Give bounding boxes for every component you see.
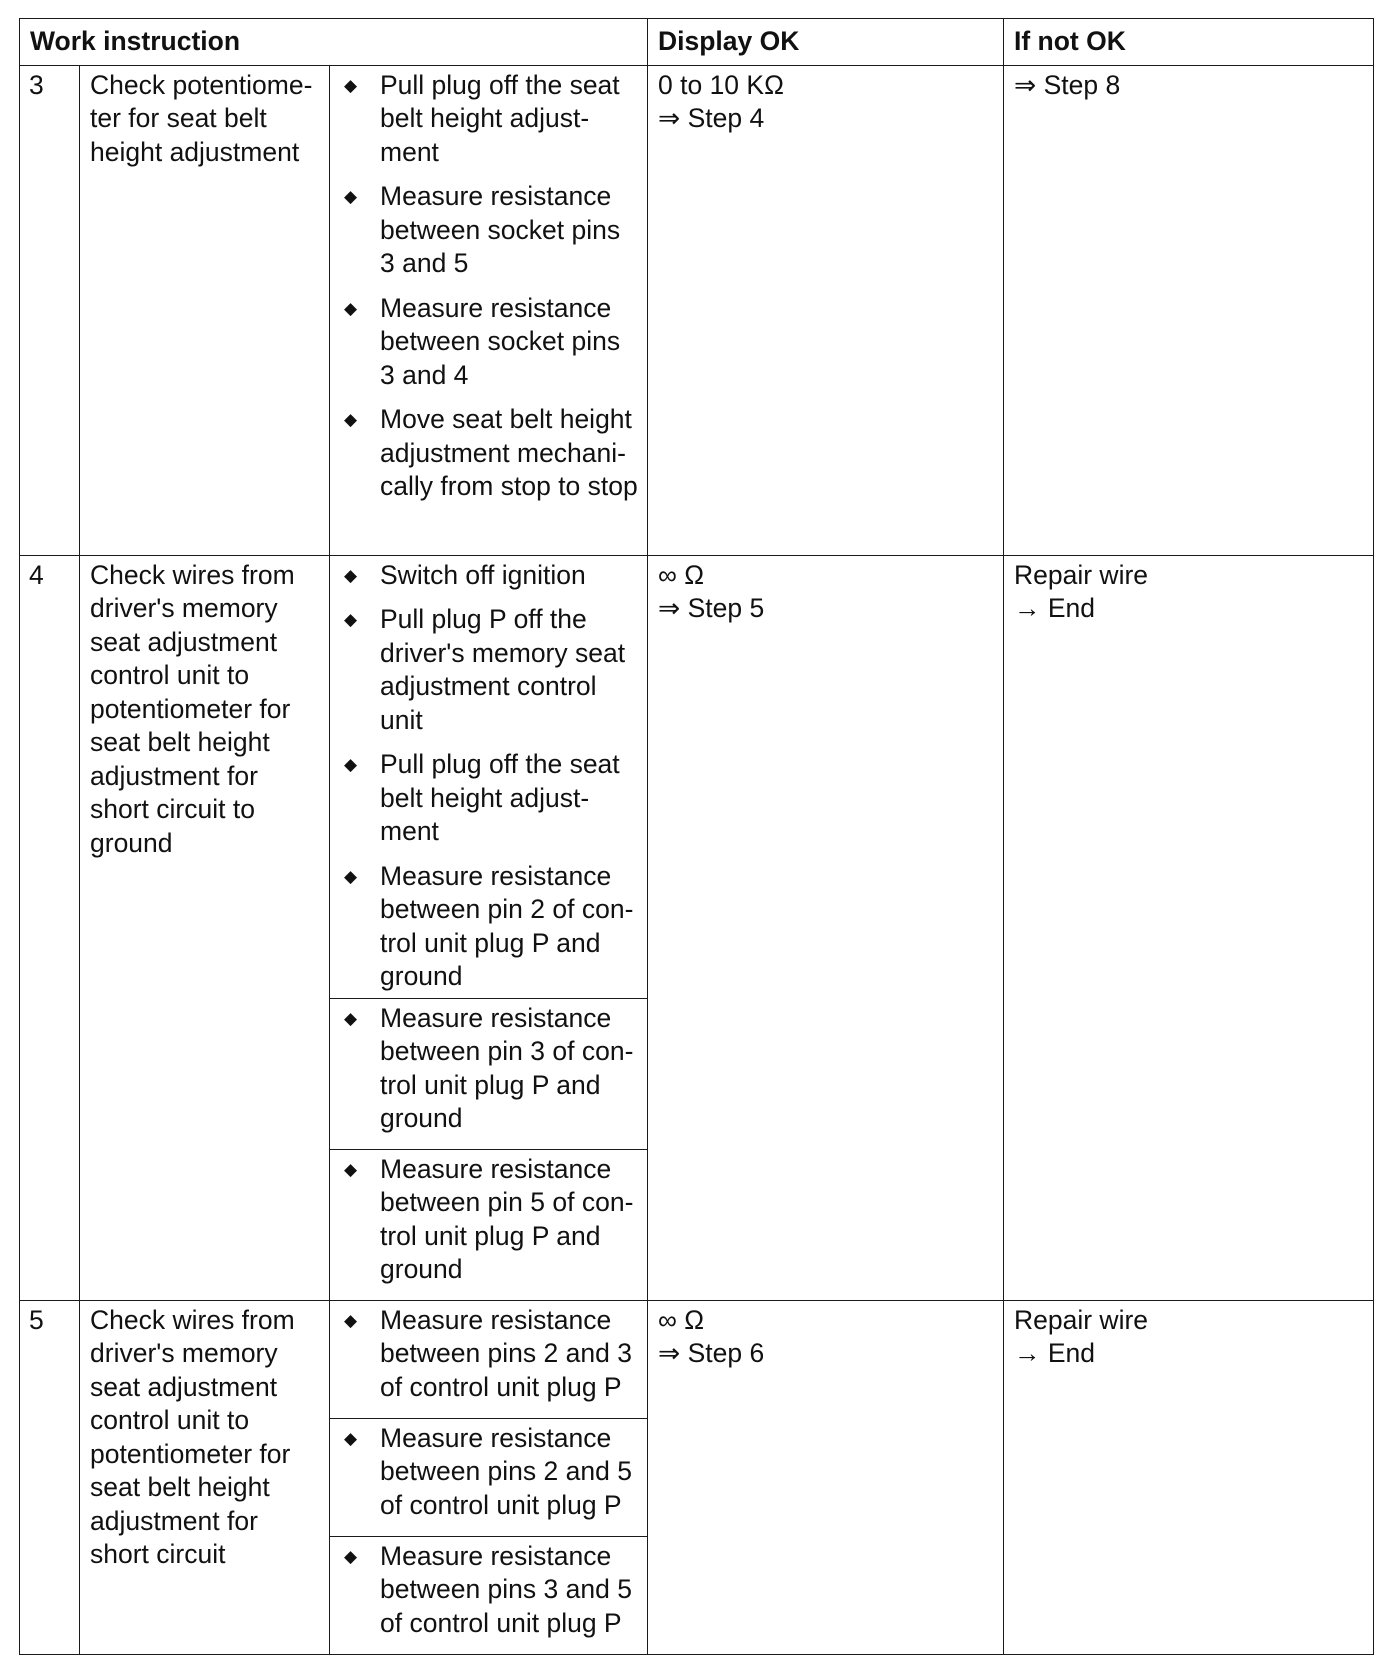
step-description-text: Check wires from driver's memory seat adjustment control unit to potentiometer for seat belt height adjustment for short circuit to ground: [90, 559, 295, 858]
step-description: [80, 1300, 330, 1654]
header-row: [20, 19, 1374, 66]
display-ok-value: ∞ Ω: [658, 1304, 705, 1335]
action-item: ◆ Pull plug off the seat belt height adjust-ment: [344, 69, 620, 167]
step-row: [20, 555, 1374, 998]
action-item: ◆ Measure resistance between pins 2 and 3 of control unit plug P: [344, 1304, 632, 1402]
diamond-bullet-icon: ◆: [344, 565, 358, 585]
action-item: ◆ Measure resistance between socket pins 3 and 4: [344, 292, 621, 390]
step-actions: [330, 998, 648, 1149]
step-actions: [330, 65, 648, 555]
display-ok-value: 0 to 10 KΩ: [658, 69, 784, 100]
if-not-ok-next-step: ⇒ Step 8: [1014, 69, 1121, 100]
diamond-bullet-icon: ◆: [344, 298, 358, 318]
diamond-bullet-icon: ◆: [344, 755, 358, 774]
step-number: 4: [20, 555, 80, 1300]
step-description: [80, 555, 330, 1300]
step-description-text: Check wires from driver's memory seat adjustment control unit to potentiometer for seat belt height adjustment for short circuit: [90, 1304, 295, 1569]
diamond-bullet-icon: ◆: [344, 610, 358, 629]
step-description: [80, 65, 330, 555]
display-ok-cell: [648, 1300, 1004, 1654]
display-ok-next-step: ⇒ Step 5: [658, 593, 765, 623]
step-actions: [330, 1300, 648, 1418]
diamond-bullet-icon: ◆: [344, 1008, 358, 1028]
if-not-ok-cell: [1004, 555, 1374, 1300]
step-actions: [330, 1536, 648, 1654]
header-display-ok: Display OK: [648, 19, 1004, 66]
step-number: 5: [20, 1300, 80, 1654]
step-row: [20, 65, 1374, 555]
display-ok-cell: [648, 65, 1004, 555]
diamond-bullet-icon: ◆: [344, 866, 358, 886]
step-description-text: Check potentiome-ter for seat belt height adjustment: [90, 69, 313, 167]
step-actions: [330, 1149, 648, 1300]
if-not-ok-action: Repair wire: [1014, 1304, 1149, 1335]
diamond-bullet-icon: ◆: [344, 1159, 358, 1179]
diamond-bullet-icon: ◆: [344, 1546, 358, 1566]
step-number: 3: [20, 65, 80, 555]
display-ok-next-step: ⇒ Step 6: [658, 1338, 765, 1368]
action-item: ◆ Pull plug P off the driver's memory seat adjustment control unit: [344, 604, 626, 735]
step-actions: [330, 1418, 648, 1536]
diamond-bullet-icon: ◆: [344, 1428, 358, 1448]
action-item: ◆ Measure resistance between socket pins 3 and 5: [344, 181, 621, 278]
display-ok-value: ∞ Ω: [658, 559, 705, 590]
step-actions: [330, 555, 648, 998]
header-work-instruction: Work instruction: [20, 19, 648, 66]
action-item: ◆ Measure resistance between pins 2 and 5 of control unit plug P: [344, 1422, 632, 1520]
action-item: ◆ Switch off ignition: [344, 559, 639, 593]
action-item: ◆ Measure resistance between pin 3 of con-trol unit plug P and ground: [344, 1002, 634, 1133]
action-item: ◆ Move seat belt height adjustment mechani-cally from stop to stop: [344, 404, 638, 501]
action-item: ◆ Measure resistance between pin 2 of con-trol unit plug P and ground: [344, 860, 634, 991]
header-if-not-ok: If not OK: [1004, 19, 1374, 66]
if-not-ok-cell: [1004, 1300, 1374, 1654]
step-row: [20, 1300, 1374, 1418]
display-ok-next-step: ⇒ Step 4: [658, 103, 765, 133]
diamond-bullet-icon: ◆: [344, 1310, 358, 1330]
diamond-bullet-icon: ◆: [344, 410, 358, 429]
action-item: ◆ Pull plug off the seat belt height adjust-ment: [344, 749, 620, 846]
if-not-ok-next-step: → End: [1014, 593, 1096, 623]
if-not-ok-next-step: → End: [1014, 1338, 1096, 1368]
if-not-ok-cell: [1004, 65, 1374, 555]
diamond-bullet-icon: ◆: [344, 75, 358, 95]
diamond-bullet-icon: ◆: [344, 187, 358, 206]
display-ok-cell: [648, 555, 1004, 1300]
action-item: ◆ Measure resistance between pins 3 and 5 of control unit plug P: [344, 1540, 632, 1638]
if-not-ok-action: Repair wire: [1014, 559, 1149, 590]
action-item: ◆ Measure resistance between pin 5 of con-trol unit plug P and ground: [344, 1153, 634, 1284]
work-instruction-table: [19, 18, 1374, 1655]
